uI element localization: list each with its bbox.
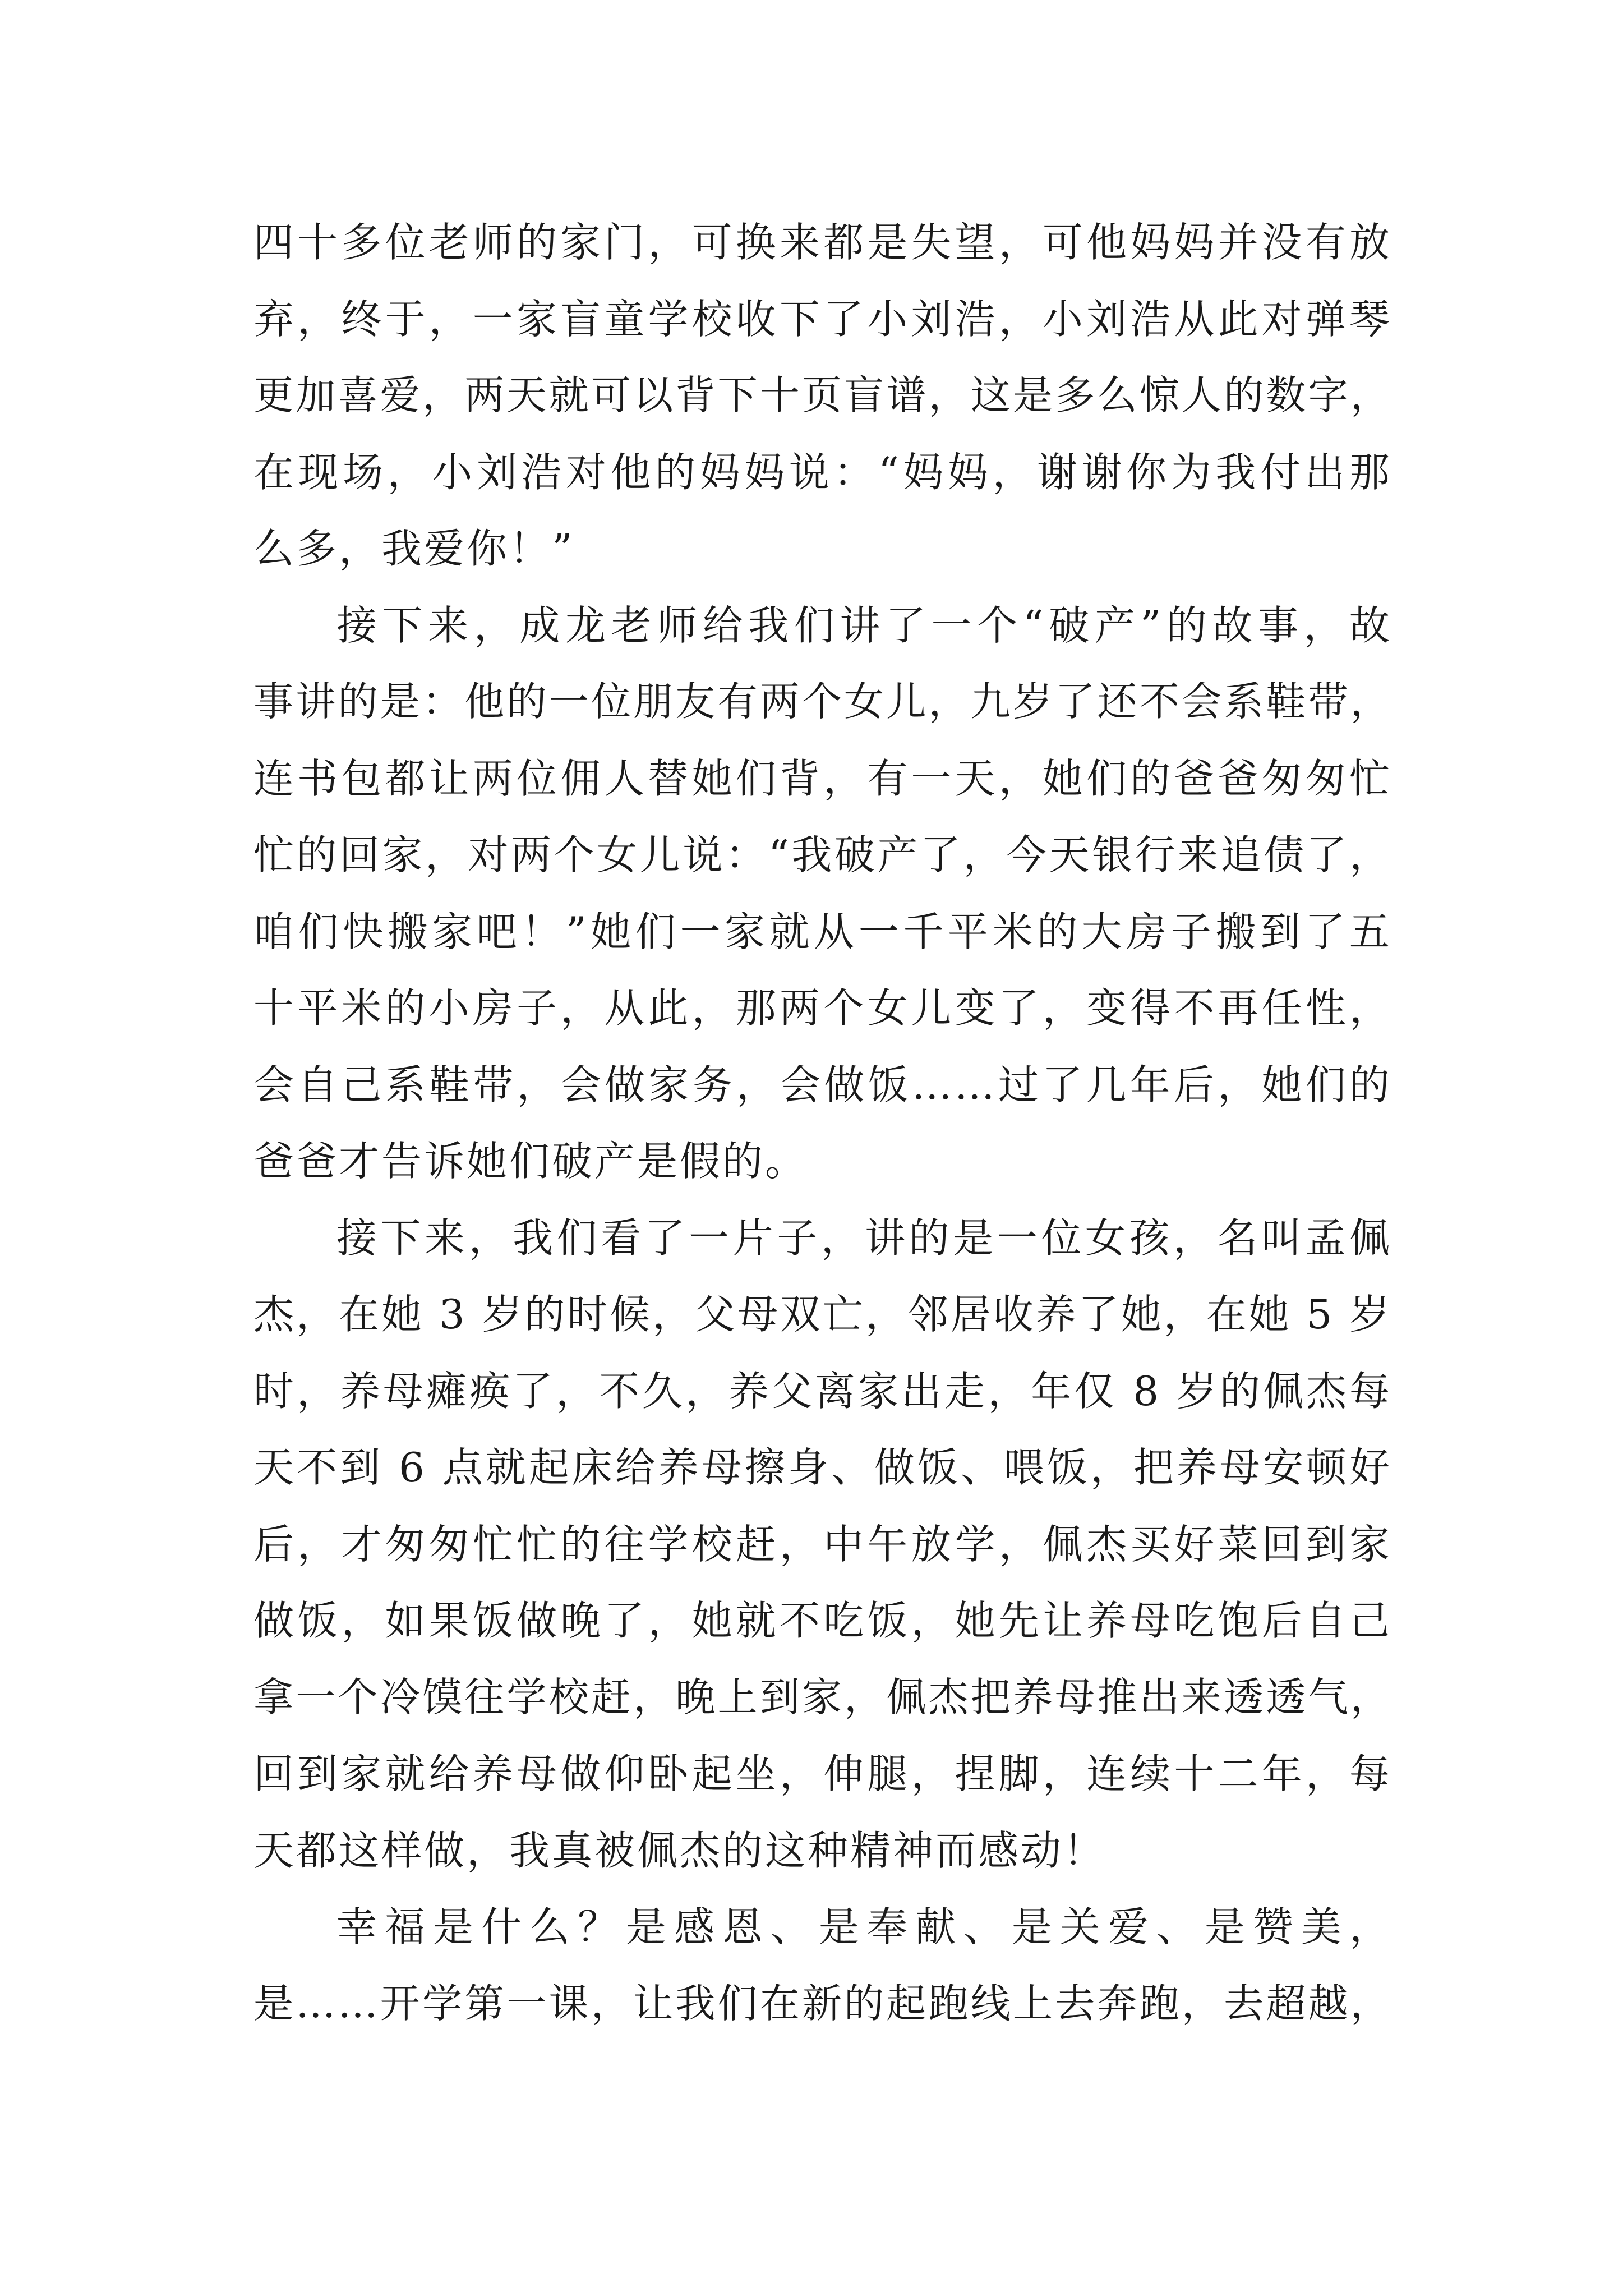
text-line: 事讲的是：他的一位朋友有两个女儿，九岁了还不会系鞋带， (253, 678, 1393, 725)
text-line: 在现场，小刘浩对他的妈妈说：“妈妈，谢谢你为我付出那 (253, 448, 1392, 496)
text-line: 忙的回家，对两个女儿说：“我破产了，今天银行来追债了， (253, 831, 1392, 878)
text-line: 更加喜爱，两天就可以背下十页盲谱，这是多么惊人的数字， (253, 372, 1393, 418)
text-line: 做饭，如果饭做晚了，她就不吃饭，她先让养母吃饱后自己 (253, 1597, 1392, 1644)
text-line: 天都这样做，我真被佩杰的这种精神而感动！ (253, 1826, 1106, 1874)
text-line: 回到家就给养母做仰卧起坐，伸腿，捏脚，连续十二年，每 (253, 1750, 1392, 1797)
text-line: 天不到 6 点就起床给养母擦身、做饭、喂饭，把养母安顿好 (253, 1444, 1392, 1491)
text-line: 接下来，我们看了一片子，讲的是一位女孩，名叫孟佩 (336, 1214, 1392, 1262)
text-line: 四十多位老师的家门，可换来都是失望，可他妈妈并没有放 (253, 219, 1392, 266)
text-line: 十平米的小房子，从此，那两个女儿变了，变得不再任性， (253, 984, 1392, 1032)
text-line: 后，才匆匆忙忙的往学校赶，中午放学，佩杰买好菜回到家 (253, 1520, 1392, 1568)
text-line: 杰，在她 3 岁的时候，父母双亡，邻居收养了她，在她 5 岁 (253, 1291, 1392, 1338)
text-line: 弃，终于，一家盲童学校收下了小刘浩，小刘浩从此对弹琴 (253, 295, 1392, 343)
text-line: 么多，我爱你！” (253, 525, 575, 572)
text-line: 爸爸才告诉她们破产是假的。 (253, 1138, 808, 1185)
text-line: 是……开学第一课，让我们在新的起跑线上去奔跑，去超越， (253, 1980, 1393, 2027)
text-line: 会自己系鞋带，会做家务，会做饭……过了几年后，她们的 (253, 1061, 1392, 1108)
text-line: 时，养母瘫痪了，不久，养父离家出走，年仅 8 岁的佩杰每 (253, 1367, 1392, 1415)
text-line: 幸福是什么？是感恩、是奉献、是关爱、是赞美， (336, 1903, 1392, 1950)
text-line: 连书包都让两位佣人替她们背，有一天，她们的爸爸匆匆忙 (253, 754, 1392, 802)
text-line: 接下来，成龙老师给我们讲了一个“破产”的故事，故 (336, 601, 1392, 649)
text-line: 拿一个冷馍往学校赶，晚上到家，佩杰把养母推出来透透气， (253, 1673, 1393, 1720)
body-text (253, 204, 1392, 2042)
text-line: 咱们快搬家吧！”她们一家就从一千平米的大房子搬到了五 (253, 908, 1392, 955)
